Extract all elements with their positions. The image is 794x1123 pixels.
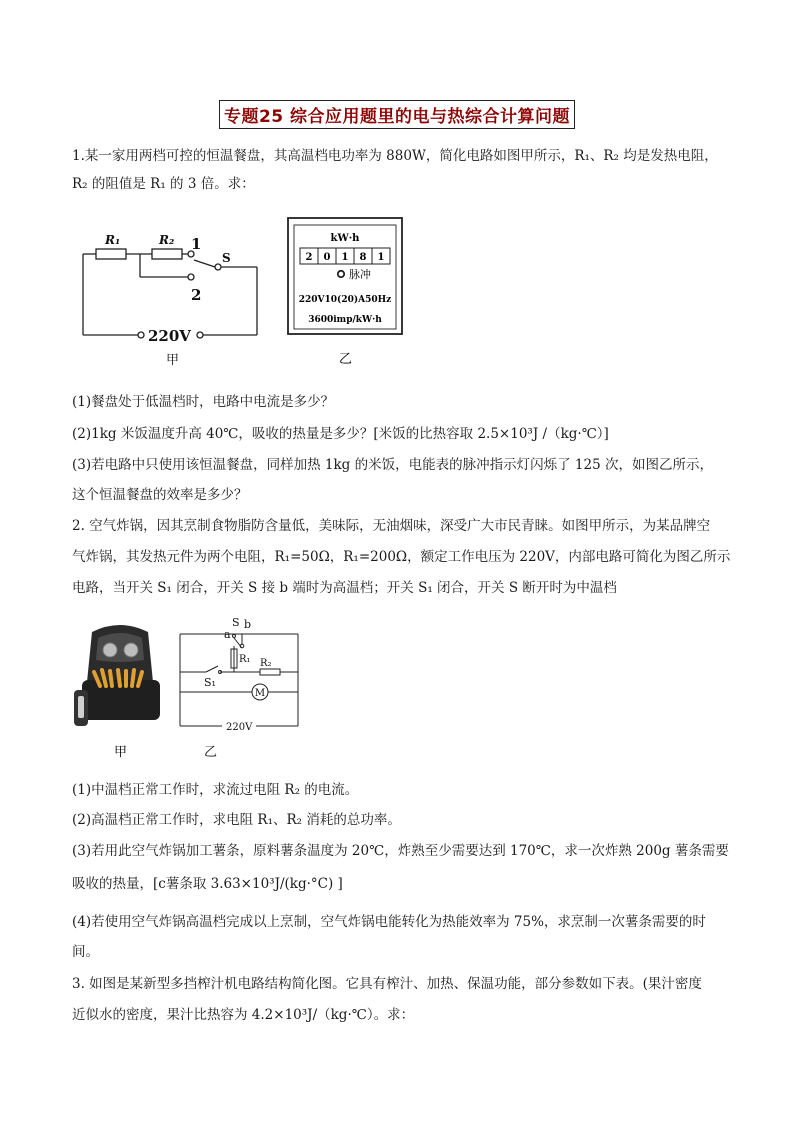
q1-label-terminal-1: 1 [191,235,202,253]
q2-part-4-line-1: (4)若使用空气炸锅高温档完成以上烹制，空气炸锅电能转化为热能效率为 75%，求烹制一次薯条需要的时 [72,914,706,930]
q2-circuit-diagram [176,614,306,764]
q1-line-2: R₂ 的阻值是 R₁ 的 3 倍。求： [72,176,255,192]
q2-line-2: 气炸锅，其发热元件为两个电阻，R₁=50Ω，R₁=200Ω，额定工作电压为 220V，内部电路可简化为图乙所示 [72,549,731,565]
q1-caption-a: 甲 [166,353,180,368]
q1-switch-blade [194,260,215,267]
q1-circuit-diagram [72,222,272,372]
q2-part-4-line-2: 间。 [72,944,99,960]
q2-label-motor: M [254,688,266,699]
meter-spec-1: 220V10(20)A50Hz [298,295,392,305]
q2-label-a: a [224,628,231,641]
q3-line-1: 3. 如图是某新型多挡榨汁机电路结构简化图。它具有榨汁、加热、保温功能，部分参数如下表。(果汁密度 [72,976,702,992]
q1-label-terminal-2: 2 [191,286,202,304]
q1-energy-meter [286,216,406,366]
meter-digit: 2 [305,252,313,263]
meter-digit: 0 [323,252,331,263]
q1-resistor-r2 [152,249,182,259]
title-text: 专题25 综合应用题里的电与热综合计算问题 [219,100,575,129]
q3-line-2: 近似水的密度，果汁比热容为 4.2×10³J/（kg·℃）。求： [72,1007,415,1023]
q1-part-3-line-2: 这个恒温餐盘的效率是多少？ [72,487,248,503]
q2-label-s: S [232,616,240,629]
q1-label-r1: R₁ [105,233,121,247]
q1-part-1: (1)餐盘处于低温档时，电路中电流是多少？ [72,394,335,410]
meter-pulse-label: 脉冲 [349,268,371,281]
air-fryer-image [70,620,170,766]
q1-label-voltage: 220V [148,327,191,345]
q1-line-1: 1.某一家用两档可控的恒温餐盘，其高温档电功率为 880W，简化电路如图甲所示，R₁、R₂ 均是发热电阻， [72,148,718,164]
q2-caption-b: 乙 [204,745,218,760]
meter-digit: 1 [377,252,385,263]
meter-digit: 8 [359,252,367,263]
q2-part-3-line-2: 吸收的热量，[c薯条取 3.63×10³J/(kg·°C) ] [72,876,343,892]
q2-label-r1: R₁ [239,654,251,665]
meter-spec-2: 3600imp/kW·h [308,315,382,325]
q2-part-3-line-1: (3)若用此空气炸锅加工薯条，原料薯条温度为 20℃，炸熟至少需要达到 170℃，求一次炸熟 200g 薯条需要 [72,843,729,859]
q2-resistor-r2 [260,669,280,675]
q2-switch-s1-blade [206,666,218,672]
q1-caption-b: 乙 [339,352,353,366]
q2-part-1: (1)中温档正常工作时，求流过电阻 R₂ 的电流。 [72,782,359,798]
q2-label-b: b [244,618,252,631]
q2-label-r2: R₂ [260,658,272,669]
q2-label-s1: S₁ [204,676,216,689]
q2-switch-s-blade [234,638,242,648]
meter-unit: kW·h [330,233,360,244]
q2-part-2: (2)高温档正常工作时，求电阻 R₁、R₂ 消耗的总功率。 [72,812,401,828]
q1-label-switch: S [222,251,231,265]
q2-line-1: 2. 空气炸锅，因其烹制食物脂防含量低，美味际，无油烟味，深受广大市民青睐。如图甲所示，为某品牌空 [72,518,711,534]
meter-digit: 1 [341,252,349,263]
q1-resistor-r1 [96,249,126,259]
pulse-indicator-icon [338,271,344,277]
q1-part-2: (2)1kg 米饭温度升高 40℃，吸收的热量是多少？[米饭的比热容取 2.5×10³J /（kg·℃）] [72,426,609,442]
q2-caption-a: 甲 [114,745,128,760]
q1-part-3-line-1: (3)若电路中只使用该恒温餐盘，同样加热 1kg 的米饭，电能表的脉冲指示灯闪烁了 125 次，如图乙所示， [72,457,713,473]
q1-label-r2: R₂ [159,233,175,247]
q2-label-voltage: 220V [226,722,253,733]
page-title [0,100,794,129]
q2-line-3: 电路，当开关 S₁ 闭合，开关 S 接 b 端时为高温档；开关 S₁ 闭合，开关 S 断开时为中温档 [72,580,617,596]
